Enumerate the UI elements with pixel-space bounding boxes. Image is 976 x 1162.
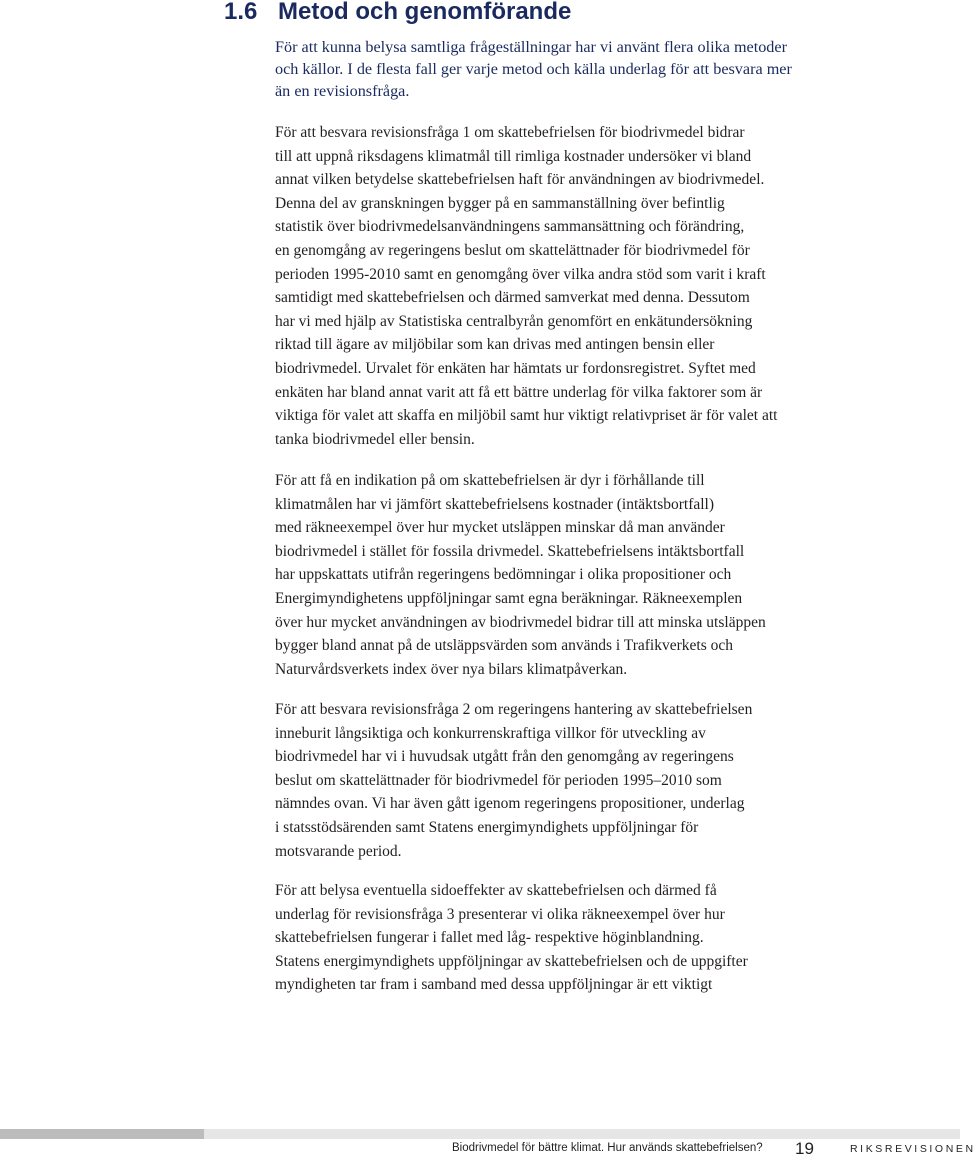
text-line: Energimyndighetens uppföljningar samt egna beräkningar. Räkneexemplen: [275, 589, 743, 607]
text-line: statistik över biodrivmedelsanvändningens sammansättning och förändring,: [275, 218, 745, 236]
text-line: biodrivmedel. Urvalet för enkäten har hämtats ur fordonsregistret. Syftet med: [275, 359, 756, 377]
text-line: och källor. I de flesta fall ger varje metod och källa underlag för att besvara mer: [275, 60, 792, 78]
paragraph-method-q1: [275, 121, 777, 451]
text-line: riktad till ägare av miljöbilar som kan drivas med antingen bensin eller: [275, 336, 715, 354]
text-line: För att belysa eventuella sidoeffekter av skattebefrielsen och därmed få: [275, 882, 717, 899]
text-line: Naturvårdsverkets index över nya bilars klimatpåverkan.: [275, 660, 628, 678]
section-title: Metod och genomförande: [278, 0, 572, 25]
text-line: annat vilken betydelse skattebefrielsen haft för användningen av biodrivmedel.: [275, 171, 765, 189]
text-line: För att kunna belysa samtliga frågeställningar har vi använt flera olika metoder: [275, 38, 787, 56]
text-line: underlag för revisionsfråga 3 presenterar vi olika räkneexempel över hur: [275, 905, 725, 923]
text-line: tanka biodrivmedel eller bensin.: [275, 430, 475, 448]
text-line: perioden 1995-2010 samt en genomgång över vilka andra stöd som varit i kraft: [275, 265, 766, 283]
text-line: samtidigt med skattebefrielsen och därmed samverkat med denna. Dessutom: [275, 289, 750, 307]
text-line: biodrivmedel i stället för fossila drivmedel. Skattebefrielsens intäktsbortfall: [275, 542, 745, 560]
paragraph-cost-indication: [275, 469, 766, 681]
text-line: har uppskattats utifrån regeringens bedömningar i olika propositioner och: [275, 566, 732, 584]
text-line: med räkneexempel över hur mycket utsläppen minskar då man använder: [275, 519, 725, 537]
text-line: viktiga för valet att skaffa en miljöbil samt hur viktigt relativpriset är för valet att: [275, 407, 778, 425]
page-number: 19: [795, 1139, 814, 1158]
text-line: motsvarande period.: [275, 842, 402, 860]
text-line: klimatmålen har vi jämfört skattebefrielsens kostnader (intäktsbortfall): [275, 495, 715, 513]
text-line: beslut om skattelättnader för biodrivmedel för perioden 1995–2010 som: [275, 771, 722, 789]
brand-wordmark: RIKSREVISIONEN: [850, 1143, 976, 1155]
text-line: biodrivmedel har vi i huvudsak utgått från den genomgång av regeringens: [275, 748, 734, 766]
text-line: myndigheten tar fram i samband med dessa uppföljningar är ett viktigt: [275, 976, 713, 994]
text-line: För att besvara revisionsfråga 1 om skattebefrielsen för biodrivmedel bidrar: [275, 124, 745, 141]
section-heading: [224, 0, 571, 26]
text-line: en genomgång av regeringens beslut om skattelättnader för biodrivmedel för: [275, 241, 750, 259]
text-line: till att uppnå riksdagens klimatmål till rimliga kostnader undersöker vi bland: [275, 147, 752, 165]
footer-accent-bar: [0, 1129, 204, 1139]
paragraph-method-q3: [275, 879, 748, 997]
text-line: enkäten har bland annat varit att få ett bättre underlag för vilka faktorer som är: [275, 383, 763, 401]
text-line: nämndes ovan. Vi har även gått igenom regeringens propositioner, underlag: [275, 795, 745, 813]
paragraph-method-q2: [275, 698, 752, 863]
text-line: i statsstödsärenden samt Statens energimyndighets uppföljningar för: [275, 818, 699, 836]
text-line: över hur mycket användningen av biodrivmedel bidrar till att minska utsläppen: [275, 613, 766, 631]
text-line: inneburit långsiktiga och konkurrenskraftiga villkor för utveckling av: [275, 724, 706, 742]
text-line: Denna del av granskningen bygger på en sammanställning över befintlig: [275, 194, 725, 212]
footer-publication-title: Biodrivmedel för bättre klimat. Hur används skattebefrielsen?: [452, 1142, 763, 1154]
text-line: skattebefrielsen fungerar i fallet med låg- respektive höginblandning.: [275, 929, 704, 947]
text-line: bygger bland annat på de utsläppsvärden som används i Trafikverkets och: [275, 637, 734, 655]
text-line: har vi med hjälp av Statistiska centralbyrån genomfört en enkätundersökning: [275, 312, 753, 330]
text-line: För att besvara revisionsfråga 2 om regeringens hantering av skattebefrielsen: [275, 701, 753, 718]
intro-paragraph: [275, 36, 792, 102]
text-line: Statens energimyndighets uppföljningar av skattebefrielsen och de uppgifter: [275, 952, 748, 970]
text-line: än en revisionsfråga.: [275, 82, 410, 100]
section-number: 1.6: [224, 0, 258, 25]
text-line: För att få en indikation på om skattebefrielsen är dyr i förhållande till: [275, 472, 705, 489]
